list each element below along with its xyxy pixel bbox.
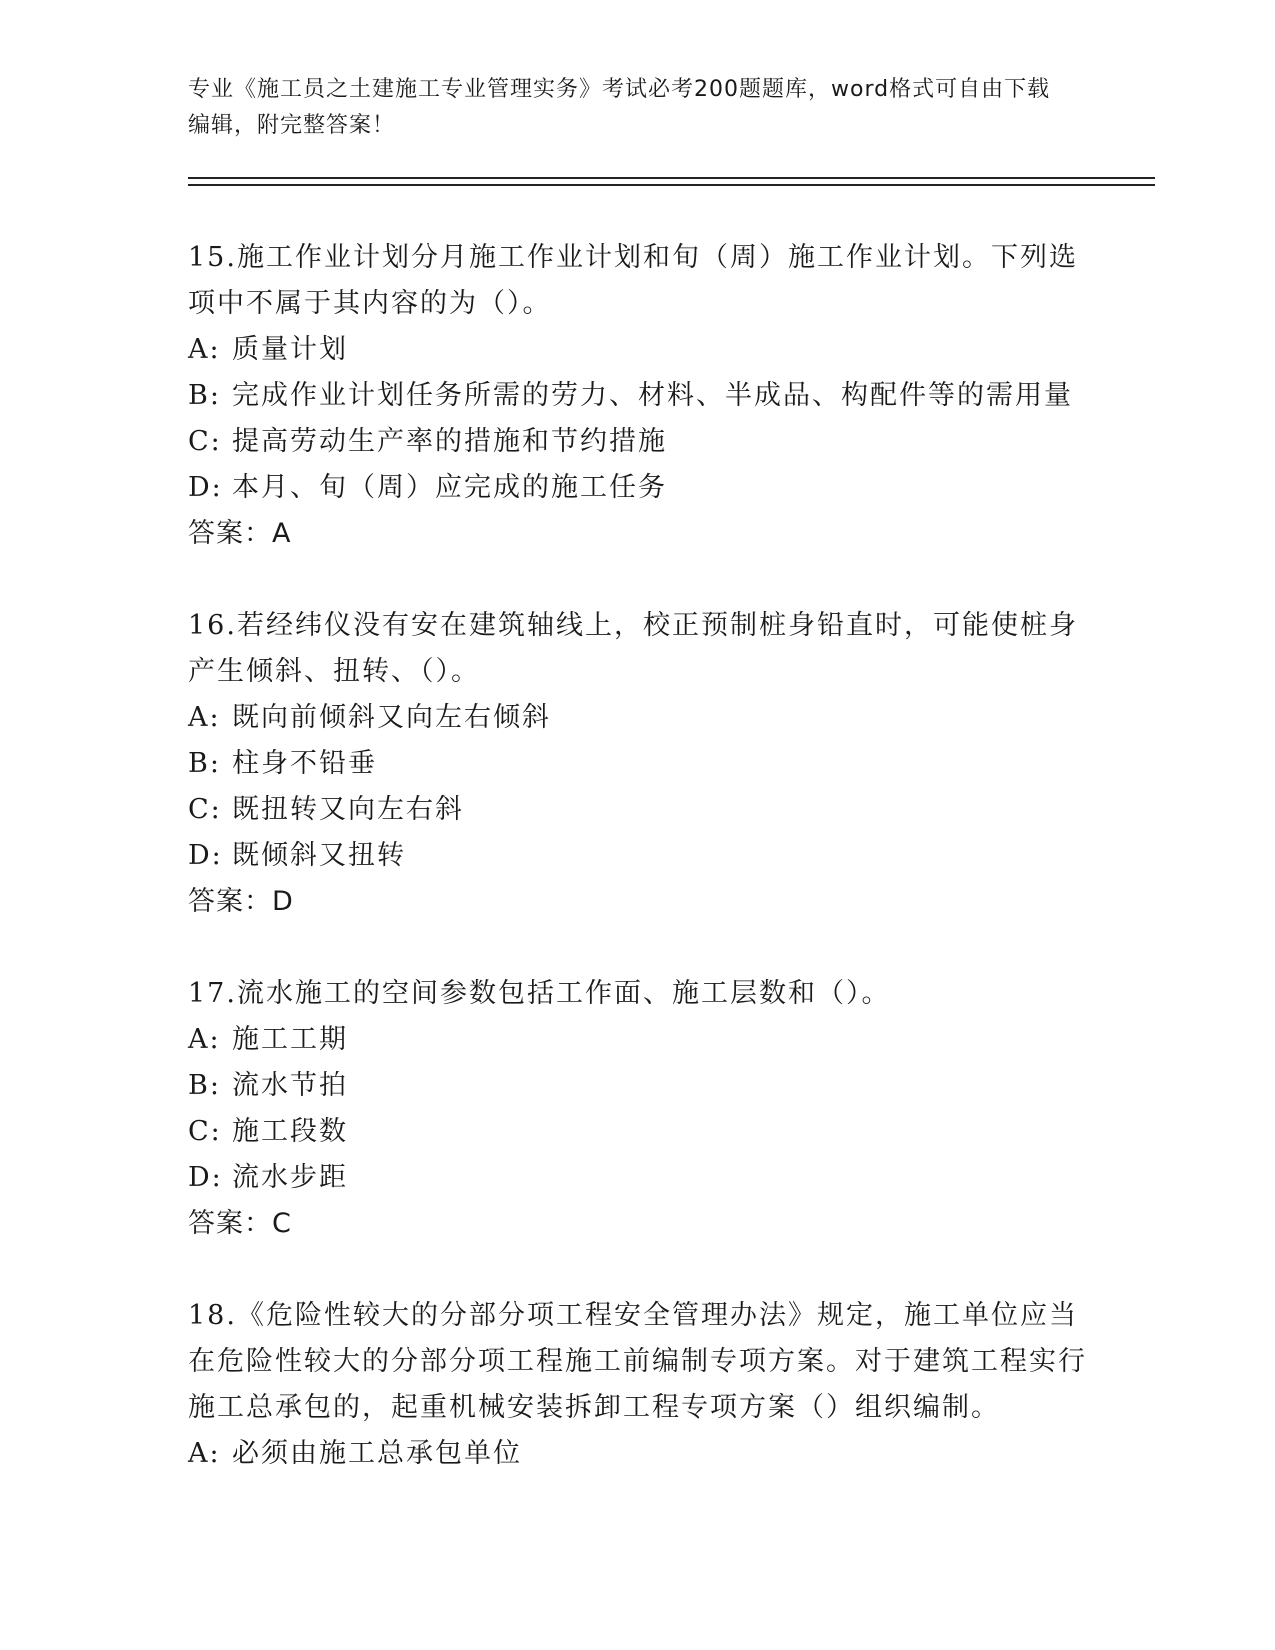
option-letter: A: (188, 334, 221, 365)
option-a (188, 1017, 1088, 1063)
question-text: 16.若经纬仪没有安在建筑轴线上，校正预制桩身铅直时，可能使桩身产生倾斜、扭转、（）。 (188, 610, 1078, 687)
option-letter: B: (188, 380, 221, 411)
option-letter: D: (188, 472, 223, 503)
question-text: 17.流水施工的空间参数包括工作面、施工层数和（）。 (188, 978, 891, 1009)
answer: 答案：A (188, 518, 292, 549)
option-d (188, 833, 1088, 879)
option-a (188, 1431, 1088, 1477)
option-text: 施工段数 (232, 1116, 348, 1147)
option-letter: C: (188, 426, 222, 457)
question-18 (188, 1293, 1088, 1477)
option-b (188, 741, 1088, 787)
option-text: 既扭转又向左右斜 (232, 794, 464, 825)
answer: 答案：D (188, 886, 294, 917)
answer: 答案：C (188, 1208, 292, 1239)
option-d (188, 465, 1088, 511)
option-text: 完成作业计划任务所需的劳力、材料、半成品、构配件等的需用量 (232, 380, 1073, 411)
question-16 (188, 603, 1088, 925)
option-text: 施工工期 (232, 1024, 348, 1055)
option-text: 必须由施工总承包单位 (232, 1438, 522, 1469)
option-letter: C: (188, 794, 222, 825)
option-letter: B: (188, 748, 221, 779)
question-text: 18.《危险性较大的分部分项工程安全管理办法》规定，施工单位应当在危险性较大的分部分项工程施工前编制专项方案。对于建筑工程实行施工总承包的，起重机械安装拆卸工程专项方案（）组织编制。 (188, 1300, 1087, 1423)
option-a (188, 695, 1088, 741)
option-text: 流水节拍 (232, 1070, 348, 1101)
option-letter: D: (188, 1162, 223, 1193)
option-text: 既向前倾斜又向左右倾斜 (232, 702, 551, 733)
question-15 (188, 235, 1088, 557)
option-letter: D: (188, 840, 223, 871)
question-text: 15.施工作业计划分月施工作业计划和旬（周）施工作业计划。下列选项中不属于其内容的为（）。 (188, 242, 1078, 319)
header-divider-top (188, 177, 1155, 179)
option-c (188, 419, 1088, 465)
option-letter: A: (188, 1024, 221, 1055)
option-text: 柱身不铅垂 (232, 748, 377, 779)
option-letter: A: (188, 1438, 221, 1469)
option-b (188, 373, 1088, 419)
option-letter: C: (188, 1116, 222, 1147)
header-divider-bottom (188, 184, 1155, 186)
option-letter: A: (188, 702, 221, 733)
document-header: 专业《施工员之土建施工专业管理实务》考试必考200题题库，word格式可自由下载编辑，附完整答案！ (188, 77, 1051, 138)
option-text: 本月、旬（周）应完成的施工任务 (232, 472, 667, 503)
option-c (188, 1109, 1088, 1155)
option-d (188, 1155, 1088, 1201)
option-letter: B: (188, 1070, 221, 1101)
option-text: 质量计划 (232, 334, 348, 365)
option-b (188, 1063, 1088, 1109)
option-text: 提高劳动生产率的措施和节约措施 (232, 426, 667, 457)
question-17 (188, 971, 1088, 1247)
question-list (188, 235, 1088, 1523)
option-text: 既倾斜又扭转 (232, 840, 406, 871)
option-text: 流水步距 (232, 1162, 348, 1193)
option-a (188, 327, 1088, 373)
option-c (188, 787, 1088, 833)
